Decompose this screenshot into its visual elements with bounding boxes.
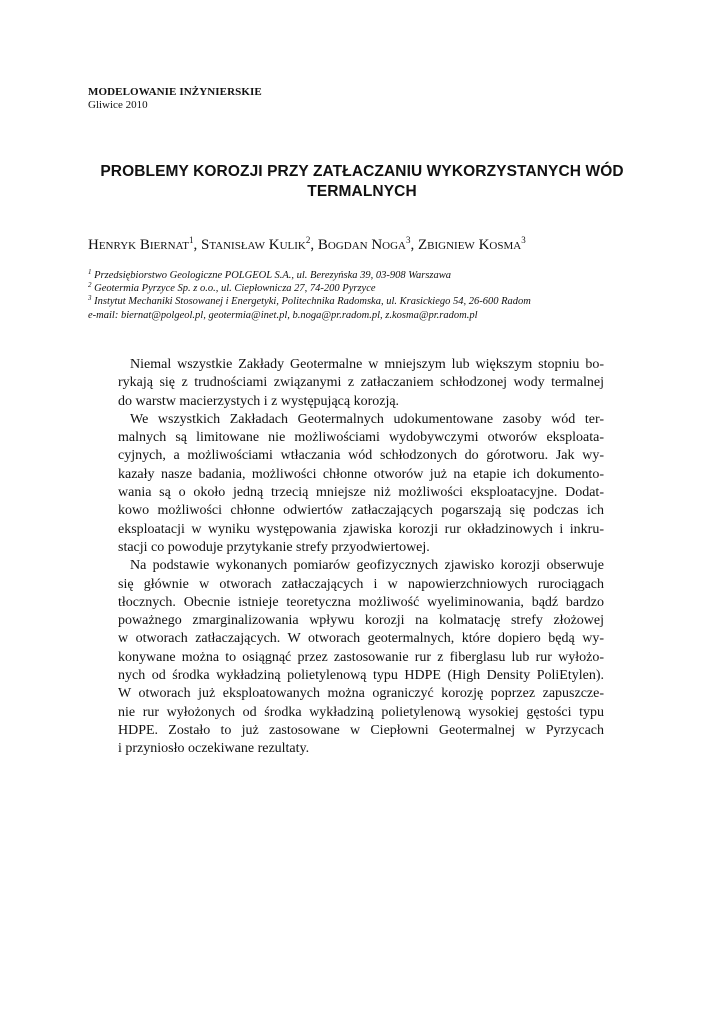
author-affil-mark: 1: [188, 235, 194, 245]
abstract-line: Niemal wszystkie Zakłady Geotermalne w mniejszym lub większym stopniu bo-: [130, 357, 604, 372]
author-name: Henryk Biernat: [88, 237, 189, 253]
abstract-line: kazały nasze badania, możliwości chłonne otworów już na etapie ich dokumento-: [118, 466, 604, 482]
paper-title: [88, 162, 636, 202]
author-list: Henryk Biernat$^1$, Stanisław Kulik$^2$, Bogdan Noga$^3$, Zbigniew Kosma$^3$: [88, 235, 526, 253]
affiliation-mark: 3: [88, 294, 92, 303]
affiliation-line: [88, 282, 608, 295]
abstract-line: HDPE. Zostało to już zastosowane w Ciepłowni Geotermalnej w Pyrzycach: [118, 722, 604, 738]
abstract-line: malnych są limitowane nie możliwościami wydobywczymi otworów eksploata-: [118, 430, 604, 446]
affiliation-mark: 2: [88, 281, 92, 290]
abstract: [118, 356, 604, 759]
abstract-line: rykają się z trudnościami związanymi z zatłaczaniem schłodzonej wody termalnej: [118, 375, 604, 391]
abstract-line: wania są o około jedną trzecią mniejsze niż możliwości eksploatacyjne. Dodat-: [118, 485, 604, 501]
affiliation-text: Przedsiębiorstwo Geologiczne POLGEOL S.A., ul. Berezyńska 39, 03-908 Warszawa: [94, 270, 452, 281]
affiliation-mark: 1: [88, 268, 92, 276]
affiliation-line: [88, 295, 608, 308]
affiliation-text: Geotermia Pyrzyce Sp. z o.o., ul. Ciepłownicza 27, 74-200 Pyrzyce: [94, 283, 376, 295]
email-line: e-mail: biernat@polgeol.pl, geotermia@inet.pl, b.noga@pr.radom.pl, z.kosma@pr.radom.pl: [88, 309, 478, 321]
affiliations: [88, 269, 608, 322]
abstract-line: do warstw macierzystych i z występującą korozją.: [118, 393, 400, 409]
journal-header: [88, 86, 262, 112]
abstract-line: kowo możliwości chłonne odwiertów zatłaczających pogarszają się podczas ich: [118, 503, 604, 519]
abstract-line: W otworach już eksploatowanych można ograniczyć korozję poprzez zapuszcze-: [118, 686, 604, 702]
paper-title-line-1: PROBLEMY KOROZJI PRZY ZATŁACZANIU WYKORZYSTANYCH WÓD: [100, 163, 624, 180]
abstract-line: tłocznych. Obecnie istnieje teoretyczna możliwość wyeliminowania, bądź bardzo: [118, 594, 604, 610]
abstract-line: konywane można to osiągnąć przez zastosowanie rur z fiberglasu lub rur wyłożo-: [118, 649, 604, 665]
affiliation-line: [88, 269, 608, 282]
abstract-line: stacji co powoduje przytykanie strefy przyodwiertowej.: [118, 539, 430, 555]
abstract-line: We wszystkich Zakładach Geotermalnych udokumentowane zasoby wód ter-: [130, 411, 604, 427]
author-affil-mark: 3: [406, 235, 411, 245]
abstract-line: Na podstawie wykonanych pomiarów geofizycznych zjawisko korozji obserwuje: [130, 558, 604, 574]
abstract-line: eksploatacji w wyniku występowania zjawiska korozji rur okładzinowych i inkru-: [118, 521, 604, 537]
author-affil-mark: 2: [305, 235, 311, 245]
abstract-line: się głównie w otworach zatłaczających i w napowierzchniowych rurociągach: [118, 576, 604, 592]
journal-place-year: Gliwice 2010: [88, 99, 148, 111]
abstract-line: cyjnych, a możliwościami wtłaczania wód schłodzonych do górotworu. Jak wy-: [118, 448, 604, 464]
author-name: Zbigniew Kosma: [418, 237, 522, 253]
abstract-line: i przyniosło oczekiwane rezultaty.: [118, 741, 310, 757]
abstract-line: w otworach zatłaczających. W otworach geotermalnych, które dopiero będą wy-: [118, 631, 604, 647]
author-name: Bogdan Noga: [317, 237, 406, 253]
journal-name: MODELOWANIE INŻYNIERSKIE: [88, 86, 262, 98]
author-name: Stanisław Kulik: [200, 237, 306, 253]
paper-title-line-2: TERMALNYCH: [307, 183, 417, 200]
abstract-line: nie rur wyłożonych od środka wykładziną polietylenową wysokiej gęstości typu: [118, 704, 604, 720]
abstract-line: nych od środka wykładziną polietylenową typu HDPE (High Density PoliEtylen).: [118, 668, 604, 684]
abstract-line: poważnego zmarginalizowania wpływu korozji na kolmatację strefy złożowej: [118, 613, 604, 629]
affiliation-text: Instytut Mechaniki Stosowanej i Energetyki, Politechnika Radomska, ul. Krasickiego 54, 26-600 Radom: [94, 296, 531, 308]
author-affil-mark: 3: [521, 235, 526, 245]
